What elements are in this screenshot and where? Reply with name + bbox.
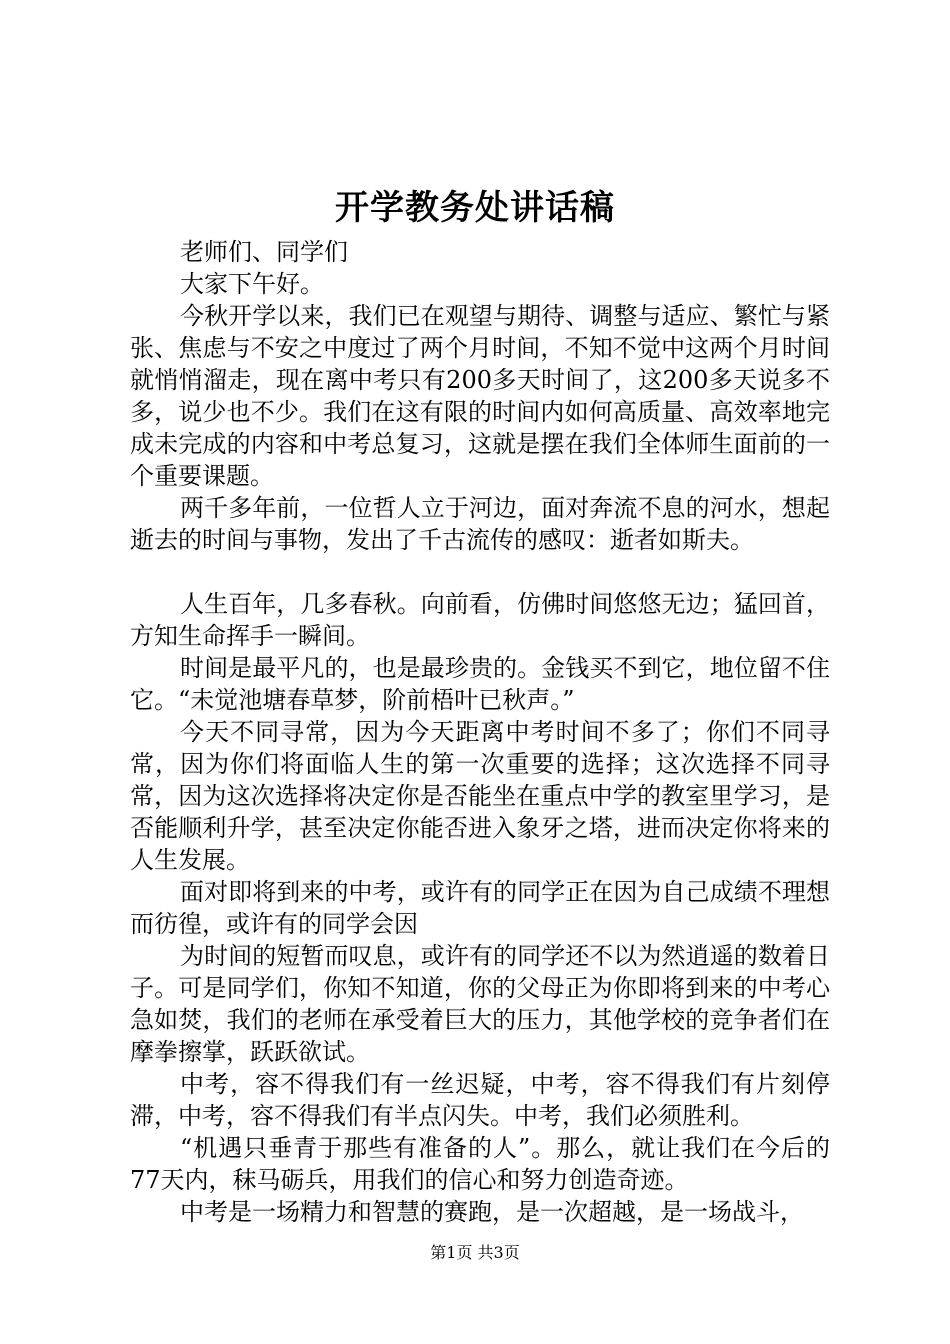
- paragraph: 人生百年，几多春秋。向前看，仿佛时间悠悠无边；猛回首，方知生命挥手一瞬间。: [130, 590, 830, 650]
- paragraph: 面对即将到来的中考，或许有的同学正在因为自己成绩不理想而彷徨，或许有的同学会因: [130, 878, 830, 938]
- document-title: 开学教务处讲话稿: [335, 188, 615, 228]
- paragraph: 两千多年前，一位哲人立于河边，面对奔流不息的河水，想起逝去的时间与事物，发出了千古流传的感叹：逝者如斯夫。: [130, 494, 830, 554]
- document-body: [130, 236, 830, 1228]
- paragraph-greeting: 大家下午好。: [180, 270, 324, 298]
- paragraph: 今天不同寻常，因为今天距离中考时间不多了；你们不同寻常，因为你们将面临人生的第一次重要的选择；这次选择不同寻常，因为这次选择将决定你是否能坐在重点中学的教室里学习，是否能顺利升学，甚至决定你能否进入象牙之塔，进而决定你将来的人生发展。: [130, 718, 830, 874]
- page-footer: 第1页 共3页: [430, 1243, 520, 1262]
- paragraph: “机遇只垂青于那些有准备的人”。那么，就让我们在今后的77天内，秣马砺兵，用我们的信心和努力创造奇迹。: [130, 1134, 830, 1194]
- paragraph: 中考是一场精力和智慧的赛跑，是一次超越，是一场战斗，: [180, 1198, 804, 1226]
- paragraph: 为时间的短暂而叹息，或许有的同学还不以为然逍遥的数着日子。可是同学们，你知不知道，你的父母正为你即将到来的中考心急如焚，我们的老师在承受着巨大的压力，其他学校的竞争者们在摩拳擦掌，跃跃欲试。: [130, 942, 830, 1066]
- paragraph: 中考，容不得我们有一丝迟疑，中考，容不得我们有片刻停滞，中考，容不得我们有半点闪失。中考，我们必须胜利。: [130, 1070, 830, 1130]
- paragraph: 时间是最平凡的，也是最珍贵的。金钱买不到它，地位留不住它。“未觉池塘春草梦，阶前梧叶已秋声。”: [130, 654, 830, 714]
- paragraph-salutation: 老师们、同学们: [180, 238, 348, 266]
- paragraph: 今秋开学以来，我们已在观望与期待、调整与适应、繁忙与紧张、焦虑与不安之中度过了两个月时间，不知不觉中这两个月时间就悄悄溜走，现在离中考只有200多天时间了，这200多天说多不多，说少也不少。我们在这有限的时间内如何高质量、高效率地完成未完成的内容和中考总复习，这就是摆在我们全体师生面前的一个重要课题。: [130, 302, 830, 490]
